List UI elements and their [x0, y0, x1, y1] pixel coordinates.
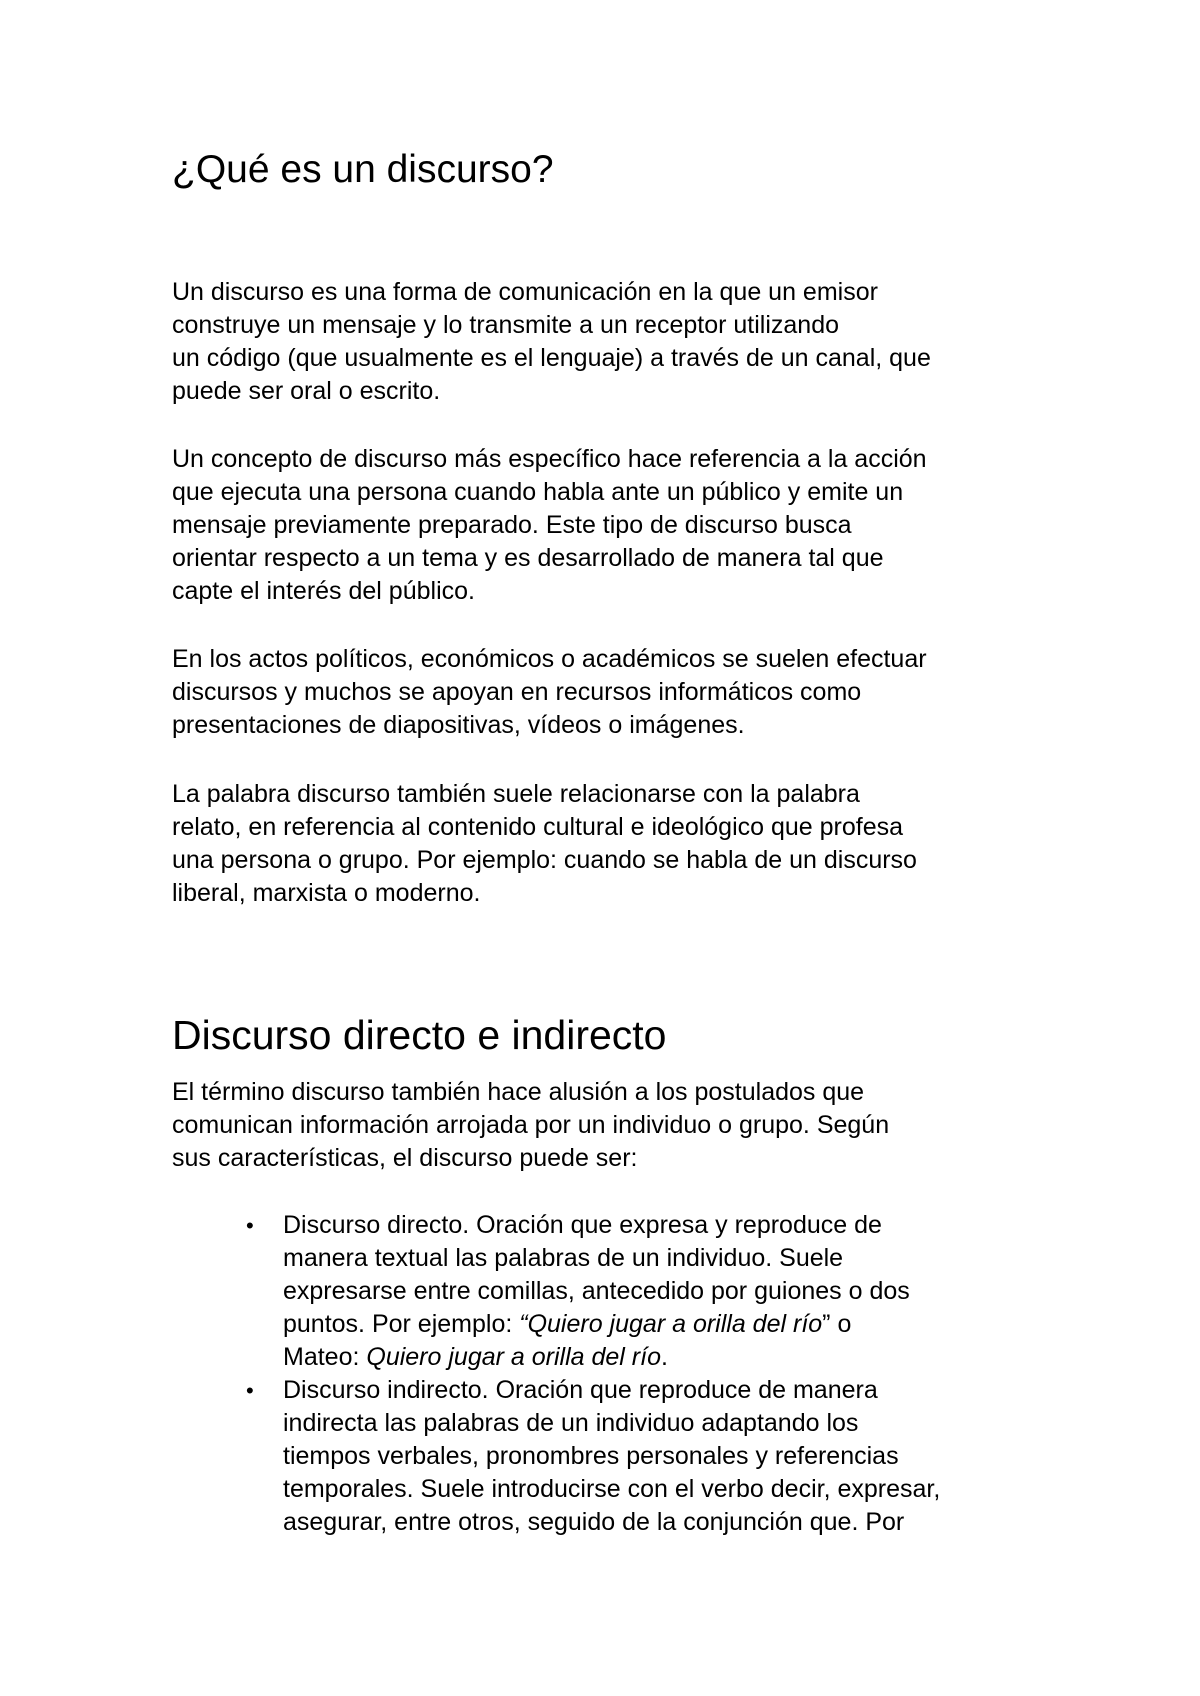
list-item-indirect [246, 1374, 941, 1539]
text-line: relato, en referencia al contenido cultural e ideológico que profesa [172, 813, 904, 841]
text-line: un código (que usualmente es el lenguaje) a través de un canal, que [172, 344, 931, 372]
page-title: ¿Qué es un discurso? [172, 148, 554, 191]
section-heading: Discurso directo e indirecto [172, 1012, 667, 1058]
text-line: Discurso directo. Oración que expresa y reproduce de [283, 1211, 882, 1239]
text-line: sus características, el discurso puede ser: [172, 1144, 638, 1172]
text-line: puede ser oral o escrito. [172, 377, 441, 405]
example-quote: “Quiero jugar a orilla del río [519, 1310, 823, 1338]
text-run: Mateo: [283, 1343, 367, 1371]
text-line: liberal, marxista o moderno. [172, 879, 481, 907]
text-line: expresarse entre comillas, antecedido por guiones o dos [283, 1277, 910, 1305]
text-line: Un discurso es una forma de comunicación en la que un emisor [172, 278, 878, 306]
text-line: Discurso indirecto. Oración que reproduce de manera [283, 1376, 878, 1404]
text-line: manera textual las palabras de un individuo. Suele [283, 1244, 844, 1272]
text-run: . [660, 1343, 668, 1371]
paragraph-intro [172, 1076, 1072, 1175]
text-line [283, 1308, 940, 1341]
text-line: que ejecuta una persona cuando habla ante un público y emite un [172, 478, 904, 506]
example-quote: Quiero jugar a orilla del río [366, 1343, 661, 1371]
paragraph-relato [172, 778, 1072, 910]
paragraph-definition [172, 276, 1072, 408]
text-run: ” o [822, 1310, 852, 1338]
text-line: construye un mensaje y lo transmite a un receptor utilizando [172, 311, 840, 339]
text-line: tiempos verbales, pronombres personales y referencias [283, 1442, 899, 1470]
text-line: comunican información arrojada por un individuo o grupo. Según [172, 1111, 890, 1139]
paragraph-political-acts [172, 643, 1072, 742]
text-line: En los actos políticos, económicos o académicos se suelen efectuar [172, 645, 927, 673]
text-line [283, 1341, 940, 1374]
bullet-icon: • [246, 1378, 254, 1403]
text-line: presentaciones de diapositivas, vídeos o imágenes. [172, 711, 745, 739]
paragraph-specific-concept [172, 443, 1072, 608]
text-line: capte el interés del público. [172, 577, 475, 605]
text-line: Un concepto de discurso más específico hace referencia a la acción [172, 445, 927, 473]
text-line: El término discurso también hace alusión a los postulados que [172, 1078, 865, 1106]
text-line: mensaje previamente preparado. Este tipo de discurso busca [172, 511, 852, 539]
text-line: una persona o grupo. Por ejemplo: cuando se habla de un discurso [172, 846, 917, 874]
text-run: puntos. Por ejemplo: [283, 1310, 520, 1338]
text-line: indirecta las palabras de un individuo adaptando los [283, 1409, 859, 1437]
text-line: La palabra discurso también suele relacionarse con la palabra [172, 780, 860, 808]
text-line: asegurar, entre otros, seguido de la conjunción que. Por [283, 1508, 905, 1536]
list-item-direct [246, 1209, 940, 1374]
text-line: orientar respecto a un tema y es desarrollado de manera tal que [172, 544, 884, 572]
text-line: discursos y muchos se apoyan en recursos informáticos como [172, 678, 862, 706]
text-line: temporales. Suele introducirse con el verbo decir, expresar, [283, 1475, 941, 1503]
bullet-icon: • [246, 1213, 254, 1238]
discourse-types-list [246, 1209, 941, 1539]
